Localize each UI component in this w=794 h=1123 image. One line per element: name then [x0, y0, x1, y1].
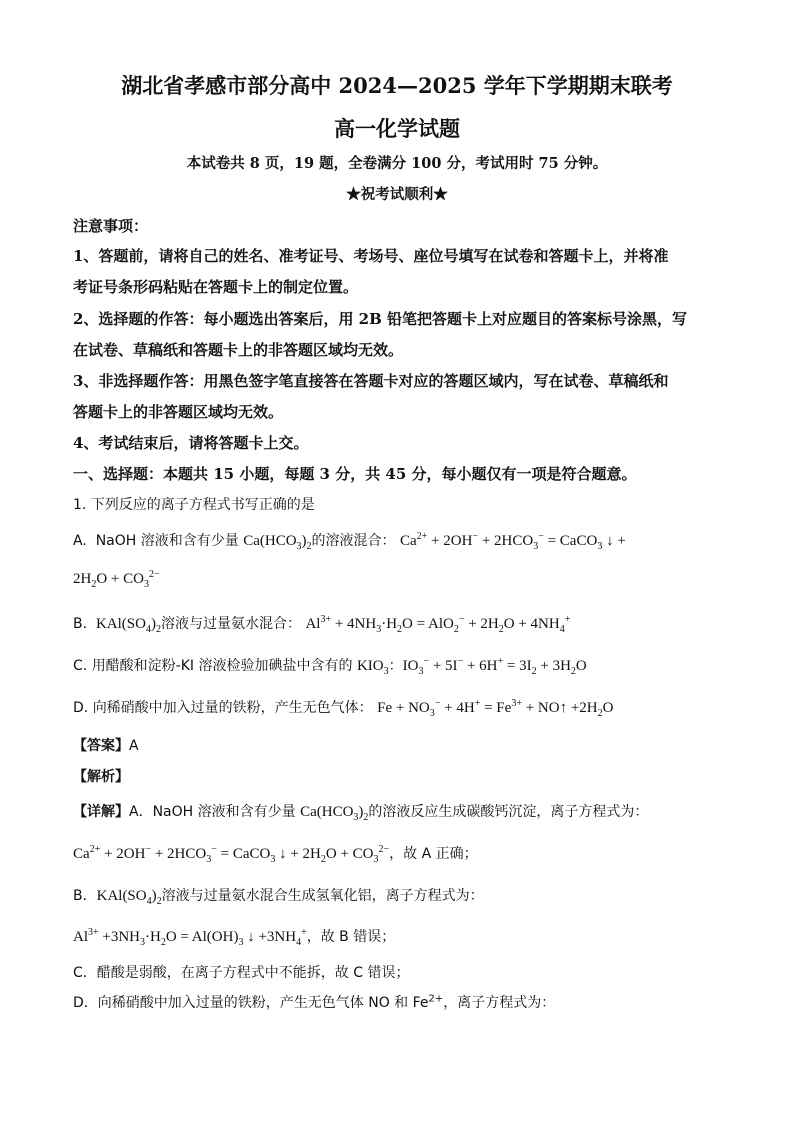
note-line-7: 4、考试结束后，请将答题卡上交。 — [73, 434, 309, 452]
detail-b-end: ，故 B 错误； — [306, 929, 396, 945]
option-c — [73, 655, 587, 675]
section-heading: 一、选择题：本题共 15 小题，每题 3 分，共 45 分，每小题仅有一项是符合题意。 — [73, 465, 637, 483]
option-c-colon: ： — [388, 658, 403, 674]
exam-meta: 本试卷共 8 页，19 题，全卷满分 100 分，考试用时 75 分钟。 — [186, 155, 608, 172]
equation: $2H_2O + CO_3^{2-}$ — [73, 569, 160, 590]
exam-subtitle: 高一化学试题 — [334, 116, 460, 141]
formula: $KAl(SO_4)_2$ — [96, 888, 162, 907]
detail-a-equation — [73, 843, 478, 863]
option-a-label: A. — [73, 533, 87, 549]
option-a-continued — [73, 571, 160, 588]
detail-a — [73, 801, 648, 821]
option-b-text: 溶液与过量氨水混合： — [160, 616, 301, 632]
note-line-3: 2、选择题的作答：每小题选出答案后，用 2B 铅笔把答题卡上对应题目的答案标号涂黑，写 — [73, 310, 688, 328]
formula: $KAl(SO_4)_2$ — [95, 616, 161, 635]
equation: $IO_3^- + 5I^- + 6H^+ = 3I_2 + 3H_2O$ — [402, 656, 587, 677]
note-line-5: 3、非选择题作答：用黑色签字笔直接答在答题卡对应的答题区域内，写在试卷、草稿纸和 — [73, 372, 669, 390]
option-d — [73, 697, 613, 717]
equation: $Al^{3+} + 4NH_3\cdot H_2O = AlO_2^- + 2H_2O + 4NH_4^+$ — [305, 614, 571, 635]
formula: $Ca(HCO_3)_2$ — [300, 804, 369, 823]
detail-d-text: D．向稀硝酸中加入过量的铁粉，产生无色气体 NO 和 Fe — [73, 995, 429, 1011]
option-b — [73, 613, 570, 633]
note-line-2: 考证号条形码粘贴在答题卡上的制定位置。 — [73, 278, 359, 296]
option-a-text-2: 的溶液混合： — [311, 533, 396, 549]
equation: $Al^{3+} +3NH_3\cdot H_2O = Al(OH)_3$ ↓ $+3NH_4^+$ — [73, 927, 307, 948]
detail-d — [73, 992, 555, 1012]
equation: $Ca^{2+} + 2OH^- + 2HCO_3^-$ = CaCO$_3$ ↓ + $2H_2O + CO_3^{2-}$ — [73, 844, 390, 865]
note-line-1: 1、答题前，请将自己的姓名、准考证号、考场号、座位号填写在试卷和答题卡上，并将准 — [73, 247, 669, 265]
answer-value: A — [129, 738, 139, 754]
answer-label: 【答案】 — [73, 738, 129, 754]
detail-b-label: B． — [73, 888, 97, 904]
notes-heading: 注意事项： — [73, 217, 149, 235]
option-d-text: 向稀硝酸中加入过量的铁粉，产生无色气体： — [92, 700, 373, 716]
option-c-label: C. — [73, 658, 88, 674]
question-stem: 1. 下列反应的离子方程式书写正确的是 — [73, 497, 315, 513]
analysis-label: 【解析】 — [73, 769, 129, 785]
answer-line — [73, 735, 139, 755]
detail-d-sup: 2+ — [428, 993, 444, 1005]
equation: $Ca^{2+} + 2OH^- + 2HCO_3^-$ = CaCO$_3$ ↓ + — [399, 531, 626, 552]
formula: $Ca(HCO_3)_2$ — [243, 533, 312, 552]
option-c-text: 用醋酸和淀粉-KI 溶液检验加碘盐中含有的 — [91, 658, 353, 674]
detail-c: C．醋酸是弱酸，在离子方程式中不能拆，故 C 错误； — [73, 965, 410, 981]
detail-b-text: 溶液与过量氨水混合生成氢氧化铝，离子方程式为： — [161, 888, 484, 904]
equation: $Fe + NO_3^- + 4H^+ = Fe^{3+}$ + NO↑ $+2H_2O$ — [377, 698, 614, 719]
exam-title: 湖北省孝感市部分高中 2024—2025 学年下学期期末联考 — [121, 73, 673, 98]
detail-a-text: A．NaOH 溶液和含有少量 — [129, 804, 296, 820]
option-b-label: B. — [73, 616, 88, 632]
exam-wish: ★祝考试顺利★ — [346, 186, 448, 203]
detail-a-end: ，故 A 正确； — [389, 846, 478, 862]
detail-a-text-2: 的溶液反应生成碳酸钙沉淀，离子方程式为： — [368, 804, 649, 820]
formula: $KIO_3$ — [356, 658, 389, 677]
detail-d-text-2: ，离子方程式为： — [443, 995, 556, 1011]
option-a — [73, 530, 626, 550]
detail-b-equation — [73, 926, 395, 946]
note-line-6: 答题卡上的非答题区域均无效。 — [73, 403, 284, 421]
note-line-4: 在试卷、草稿纸和答题卡上的非答题区域均无效。 — [73, 341, 404, 359]
detail-b — [73, 885, 484, 905]
detail-label: 【详解】 — [73, 804, 129, 820]
option-a-text: NaOH 溶液和含有少量 — [95, 533, 239, 549]
option-d-label: D. — [73, 700, 89, 716]
